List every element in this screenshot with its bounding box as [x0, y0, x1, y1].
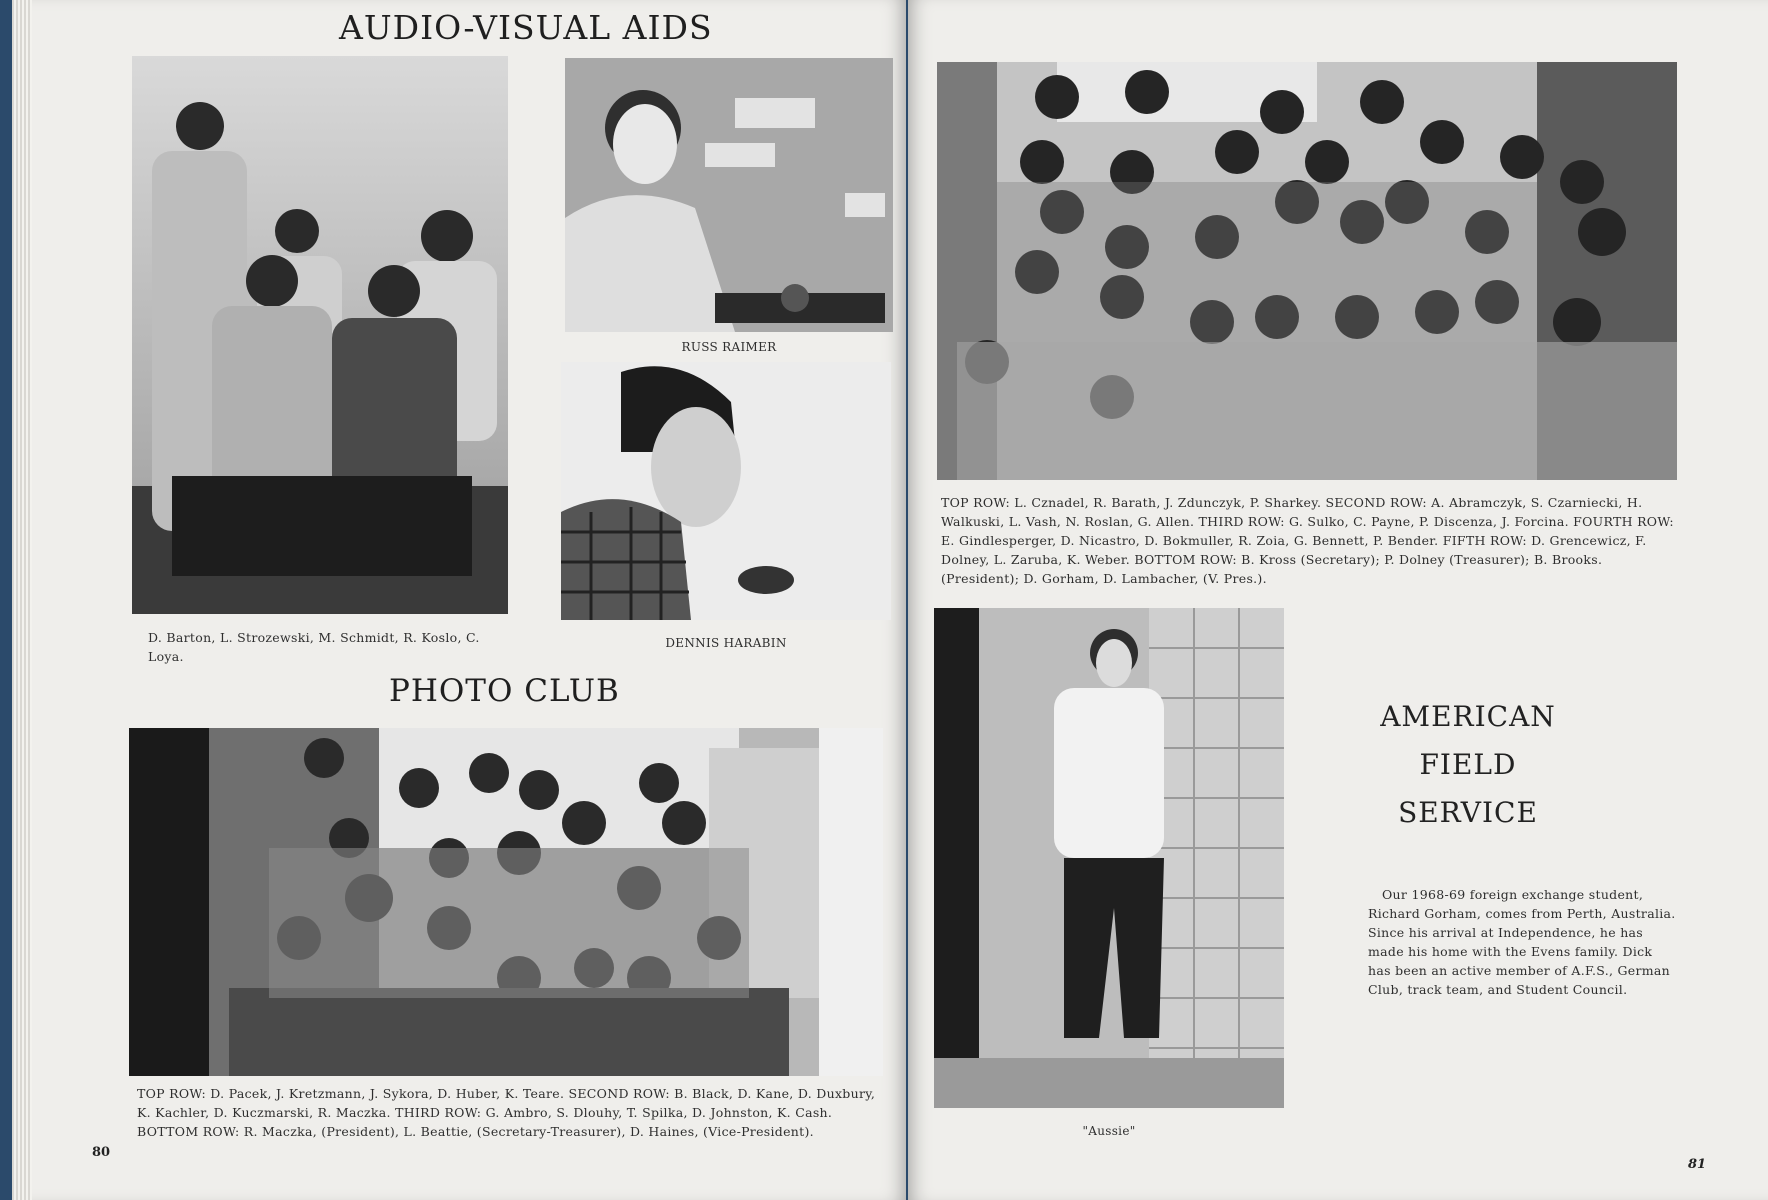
afs-group-photo — [937, 62, 1677, 480]
afs-group-caption: TOP ROW: L. Cznadel, R. Barath, J. Zdunczyk, P. Sharkey. SECOND ROW: A. Abramczyk, S. Czarniecki, H. Walkuski, L. Vash, N. Roslan, G. Allen. THIRD ROW: G. Sulko, C. Payne, P. Discenza, J. Forcina. FOURTH ROW: E. Gindlesperger, D. Nicastro, D. Bokmuller, R. Zoia, G. Bennett, P. Bender. FIFTH ROW: D. Grencewicz, F. Dolney, L. Zaruba, K. Weber. BOTTOM ROW: B. Kross (Secretary); P. Dolney (Treasurer); B. Brooks. (President); D. Gorham, D. Lambacher, (V. Pres.). — [941, 495, 1674, 586]
afs-title-line-1: AMERICAN — [1380, 700, 1556, 733]
aussie-photo — [934, 608, 1284, 1108]
av-group-caption: D. Barton, L. Strozewski, M. Schmidt, R. Koslo, C. Loya. — [148, 630, 480, 664]
page-number-left: 80 — [92, 1145, 111, 1160]
dennis-harabin-caption: DENNIS HARABIN — [665, 636, 787, 650]
russ-raimer-photo — [565, 58, 893, 332]
page-edge-stack — [12, 0, 32, 1200]
russ-raimer-caption: RUSS RAIMER — [681, 340, 777, 354]
dennis-harabin-photo — [561, 362, 891, 620]
left-page — [12, 0, 906, 1200]
afs-title-line-2: FIELD — [1419, 748, 1517, 781]
american-field-service-title — [1338, 693, 1598, 837]
afs-paragraph: Our 1968-69 foreign exchange student, Richard Gorham, comes from Perth, Australia. Since his arrival at Independence, he has made his home with the Evens family. Dick has been an active member of A.F.S., German Club, track team, and Student Council. — [1368, 887, 1676, 997]
right-page — [908, 0, 1768, 1200]
afs-title-line-3: SERVICE — [1398, 796, 1538, 829]
photo-club-title: PHOTO CLUB — [389, 673, 620, 709]
audio-visual-title: AUDIO-VISUAL AIDS — [339, 8, 713, 47]
av-group-photo — [132, 56, 508, 614]
photo-club-caption: TOP ROW: D. Pacek, J. Kretzmann, J. Sykora, D. Huber, K. Teare. SECOND ROW: B. Black, D. Kane, D. Duxbury, K. Kachler, D. Kuczmarski, R. Maczka. THIRD ROW: G. Ambro, S. Dlouhy, T. Spilka, D. Johnston, K. Cash. BOTTOM ROW: R. Maczka, (President), L. Beattie, (Secretary-Treasurer), D. Haines, (Vice-President). — [137, 1086, 876, 1139]
photo-club-group-photo — [129, 728, 883, 1076]
aussie-caption: "Aussie" — [1082, 1124, 1136, 1138]
page-number-right: 81 — [1688, 1157, 1707, 1172]
